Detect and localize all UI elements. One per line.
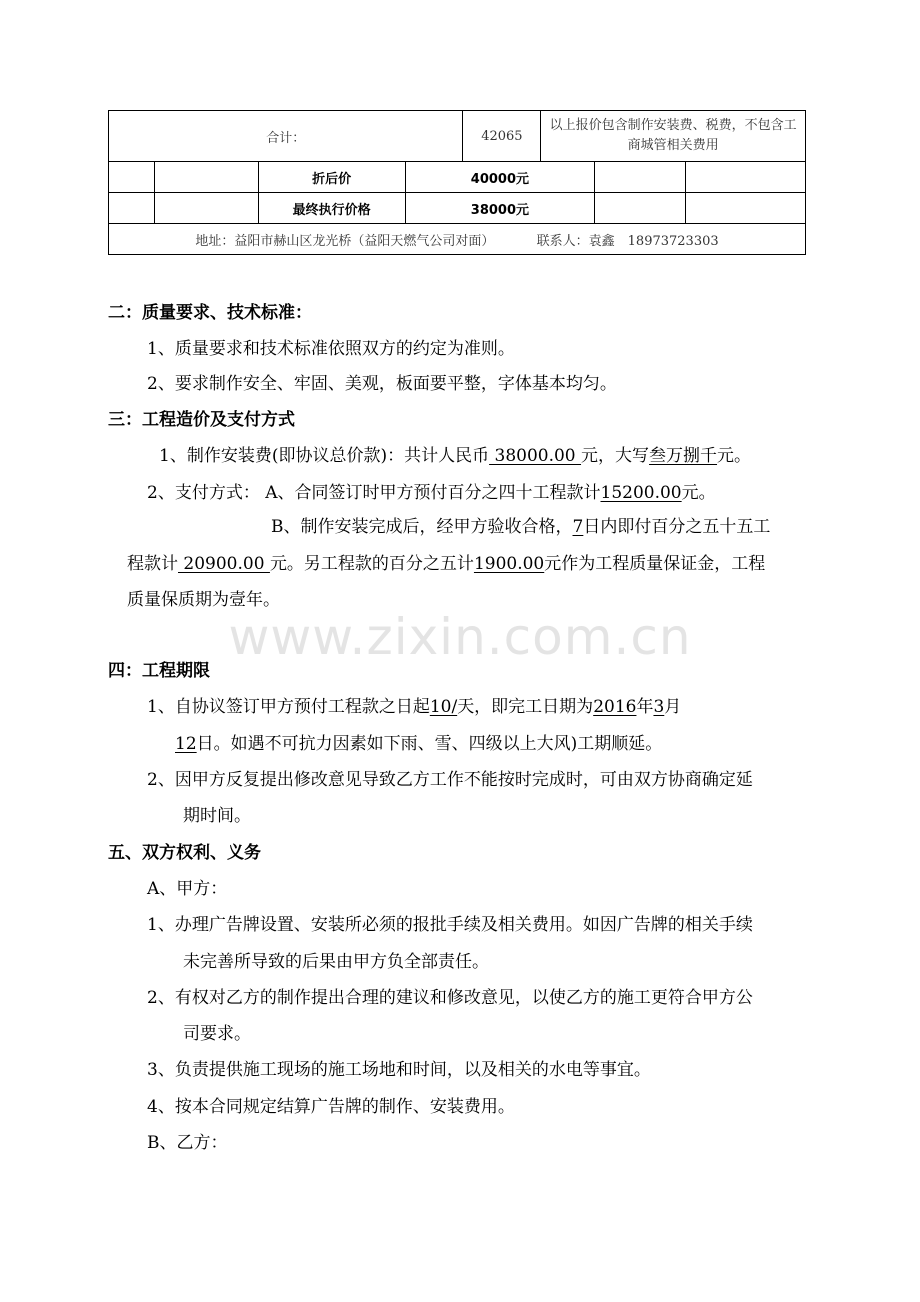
party-a-item-1b: 未完善所导致的后果由甲方负全部责任。 <box>183 952 489 972</box>
section-2-item-2: 2、要求制作安全、牢固、美观，板面要平整，字体基本均匀。 <box>147 374 617 394</box>
final-label: 最终执行价格 <box>258 193 405 224</box>
watermark: www.zixin.com.cn <box>228 608 692 666</box>
section-2-heading: 二：质量要求、技术标准： <box>108 303 312 323</box>
section-4-item-2b: 期时间。 <box>183 806 251 826</box>
second-payment-amount: 20900.00 <box>178 554 270 574</box>
party-b-label: B、乙方： <box>147 1133 228 1153</box>
total-row <box>109 111 806 162</box>
section-3-item-1: 1、制作安装费(即协议总价款)：共计人民币 38000.00 元，大写叁万捌千元。 <box>159 446 752 466</box>
section-3-heading: 三：工程造价及支付方式 <box>108 410 295 430</box>
payment-days: 7 <box>572 517 584 537</box>
discount-label: 折后价 <box>258 162 405 193</box>
final-value: 38000元 <box>405 193 595 224</box>
empty-cell <box>595 162 686 193</box>
party-a-item-3: 3、负责提供施工现场的施工场地和时间，以及相关的水电等事宜。 <box>147 1060 651 1080</box>
empty-cell <box>686 193 806 224</box>
contact-text: 联系人：袁鑫 18973723303 <box>536 233 719 249</box>
deposit-amount: 1900.00 <box>473 554 545 574</box>
address-row <box>109 224 806 255</box>
fee-amount-words: 叁万捌千 <box>649 446 718 466</box>
section-4-item-1: 1、自协议签订甲方预付工程款之日起10/天，即完工日期为2016年3月 <box>147 697 682 717</box>
fee-amount: 38000.00 <box>489 446 582 466</box>
party-a-item-2b: 司要求。 <box>183 1024 251 1044</box>
section-3-item-2c: 程款计 20900.00 元。另工程款的百分之五计1900.00元作为工程质量保证金，工程 <box>127 554 766 574</box>
section-2-item-1: 1、质量要求和技术标准依照双方的约定为准则。 <box>147 339 515 359</box>
empty-cell <box>595 193 686 224</box>
section-4-heading: 四：工程期限 <box>108 661 210 681</box>
final-row <box>109 193 806 224</box>
total-note: 以上报价包含制作安装费、税费，不包含工商城管相关费用 <box>541 111 806 162</box>
empty-cell <box>154 193 258 224</box>
completion-day: 12 <box>175 734 197 754</box>
total-value: 42065 <box>463 111 541 162</box>
section-5-heading: 五、双方权利、义务 <box>108 843 261 863</box>
section-3-item-2d: 质量保质期为壹年。 <box>127 590 280 610</box>
duration-days: 10/ <box>429 697 458 717</box>
section-3-item-2b: B、制作安装完成后，经甲方验收合格，7日内即付百分之五十五工 <box>271 517 771 537</box>
section-3-item-2: 2、支付方式： A、合同签订时甲方预付百分之四十工程款计15200.00元。 <box>147 483 716 503</box>
discount-value: 40000元 <box>405 162 595 193</box>
empty-cell <box>109 162 155 193</box>
section-4-item-1b: 12日。如遇不可抗力因素如下雨、雪、四级以上大风)工期顺延。 <box>175 734 663 754</box>
prepay-amount: 15200.00 <box>600 483 682 503</box>
empty-cell <box>109 193 155 224</box>
empty-cell <box>686 162 806 193</box>
address-cell <box>109 224 806 255</box>
empty-cell <box>154 162 258 193</box>
party-a-item-2: 2、有权对乙方的制作提出合理的建议和修改意见，以使乙方的施工更符合甲方公 <box>147 988 753 1008</box>
party-a-label: A、甲方： <box>147 879 228 899</box>
total-label: 合计： <box>109 111 463 162</box>
price-table <box>108 110 806 255</box>
discount-row <box>109 162 806 193</box>
completion-month: 3 <box>653 697 665 717</box>
party-a-item-4: 4、按本合同规定结算广告牌的制作、安装费用。 <box>147 1097 515 1117</box>
completion-year: 2016 <box>593 697 637 717</box>
party-a-item-1: 1、办理广告牌设置、安装所必须的报批手续及相关费用。如因广告牌的相关手续 <box>147 915 753 935</box>
address-text: 地址：益阳市赫山区龙光桥（益阳天燃气公司对面） <box>195 233 495 249</box>
section-4-item-2: 2、因甲方反复提出修改意见导致乙方工作不能按时完成时，可由双方协商确定延 <box>147 770 753 790</box>
